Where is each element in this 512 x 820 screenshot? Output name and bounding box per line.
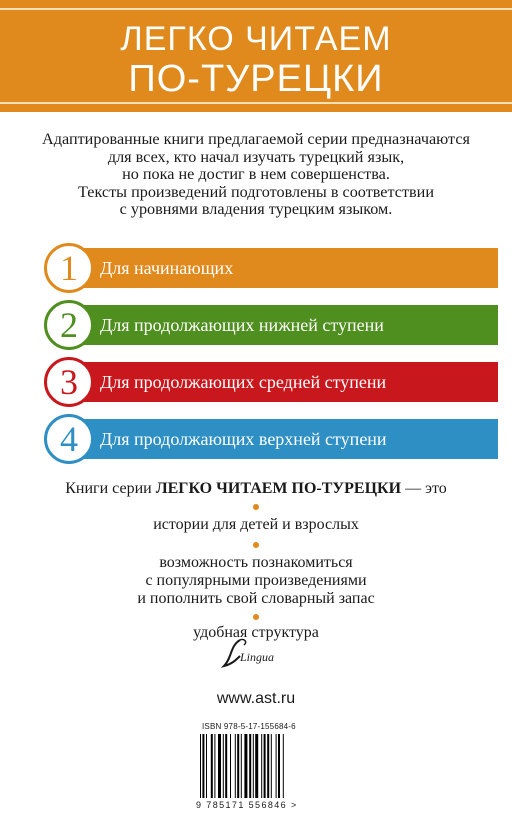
barcode-stripe (241, 734, 242, 798)
intro-line: Адаптированные книги предлагаемой серии предназначаются (42, 130, 470, 148)
barcode-stripe (223, 734, 224, 798)
header-top-rule (0, 8, 512, 10)
level-number-badge: 4 (44, 414, 94, 464)
intro-line: Тексты произведений подготовлены в соответствии (77, 182, 434, 201)
barcode-stripe (211, 734, 213, 798)
level-number-badge: 3 (44, 357, 94, 407)
barcode-bars (200, 734, 314, 798)
header-bottom-rule (0, 102, 512, 104)
intro-line: для всех, кто начал изучать турецкий язык, (107, 147, 405, 166)
feature-item: истории для детей и взрослых (153, 516, 359, 533)
barcode-stripe (249, 734, 251, 798)
barcode-stripe (235, 734, 236, 798)
intro-text (20, 131, 492, 219)
barcode-stripe (218, 734, 221, 798)
lead-suffix: — это (401, 480, 447, 497)
barcode-stripe (255, 734, 258, 798)
publisher-website: www.ast.ru (216, 690, 296, 707)
isbn-number: ISBN 978-5-17-155684-6 (202, 722, 296, 731)
series-title-line2: ПО-ТУРЕЦКИ (128, 58, 384, 100)
barcode-stripe (271, 734, 272, 798)
level-number-badge: 2 (44, 300, 94, 350)
barcode-stripe (225, 734, 227, 798)
barcode (190, 722, 322, 814)
barcode-stripe (264, 734, 266, 798)
feature-item (0, 554, 512, 608)
feature-item: удобная структура (193, 624, 319, 641)
feature-line: возможность познакомиться (159, 554, 353, 571)
barcode-stripe (202, 734, 204, 798)
lead-prefix: Книги серии (65, 480, 156, 497)
bullet-dot (253, 542, 259, 548)
level-label: Для продолжающих верхней ступени (100, 429, 387, 449)
barcode-stripe (276, 734, 277, 798)
cover-header (0, 0, 512, 112)
barcode-stripe (206, 734, 207, 798)
level-number-badge: 1 (44, 243, 94, 293)
barcode-digits: 9 785171 556846 > (196, 800, 298, 810)
bullet-dot (253, 614, 259, 620)
lead-series-name: ЛЕГКО ЧИТАЕМ ПО-ТУРЕЦКИ (155, 480, 402, 497)
barcode-stripe (244, 734, 247, 798)
series-title-line1: ЛЕГКО ЧИТАЕМ (120, 20, 392, 58)
barcode-stripe (261, 734, 262, 798)
series-lead (0, 480, 512, 498)
barcode-stripe (278, 734, 280, 798)
level-label: Для продолжающих нижней ступени (100, 315, 384, 335)
intro-line: с уровнями владения турецким языком. (119, 200, 393, 218)
barcode-stripe (283, 734, 284, 798)
level-label: Для начинающих (100, 258, 234, 278)
level-label: Для продолжающих средней ступени (100, 372, 387, 392)
barcode-stripe (267, 734, 269, 798)
publisher-logo-text: Lingua (240, 650, 275, 664)
barcode-stripe (230, 734, 231, 798)
bullet-dot (253, 504, 259, 510)
barcode-stripe (214, 734, 215, 798)
feature-line: и пополнить свой словарный запас (137, 590, 375, 607)
intro-line: но пока не достиг в нем совершенства. (122, 165, 390, 183)
barcode-stripe (237, 734, 239, 798)
barcode-stripe (200, 734, 201, 798)
feature-line: с популярными произведениями (145, 572, 367, 589)
barcode-stripe (253, 734, 254, 798)
